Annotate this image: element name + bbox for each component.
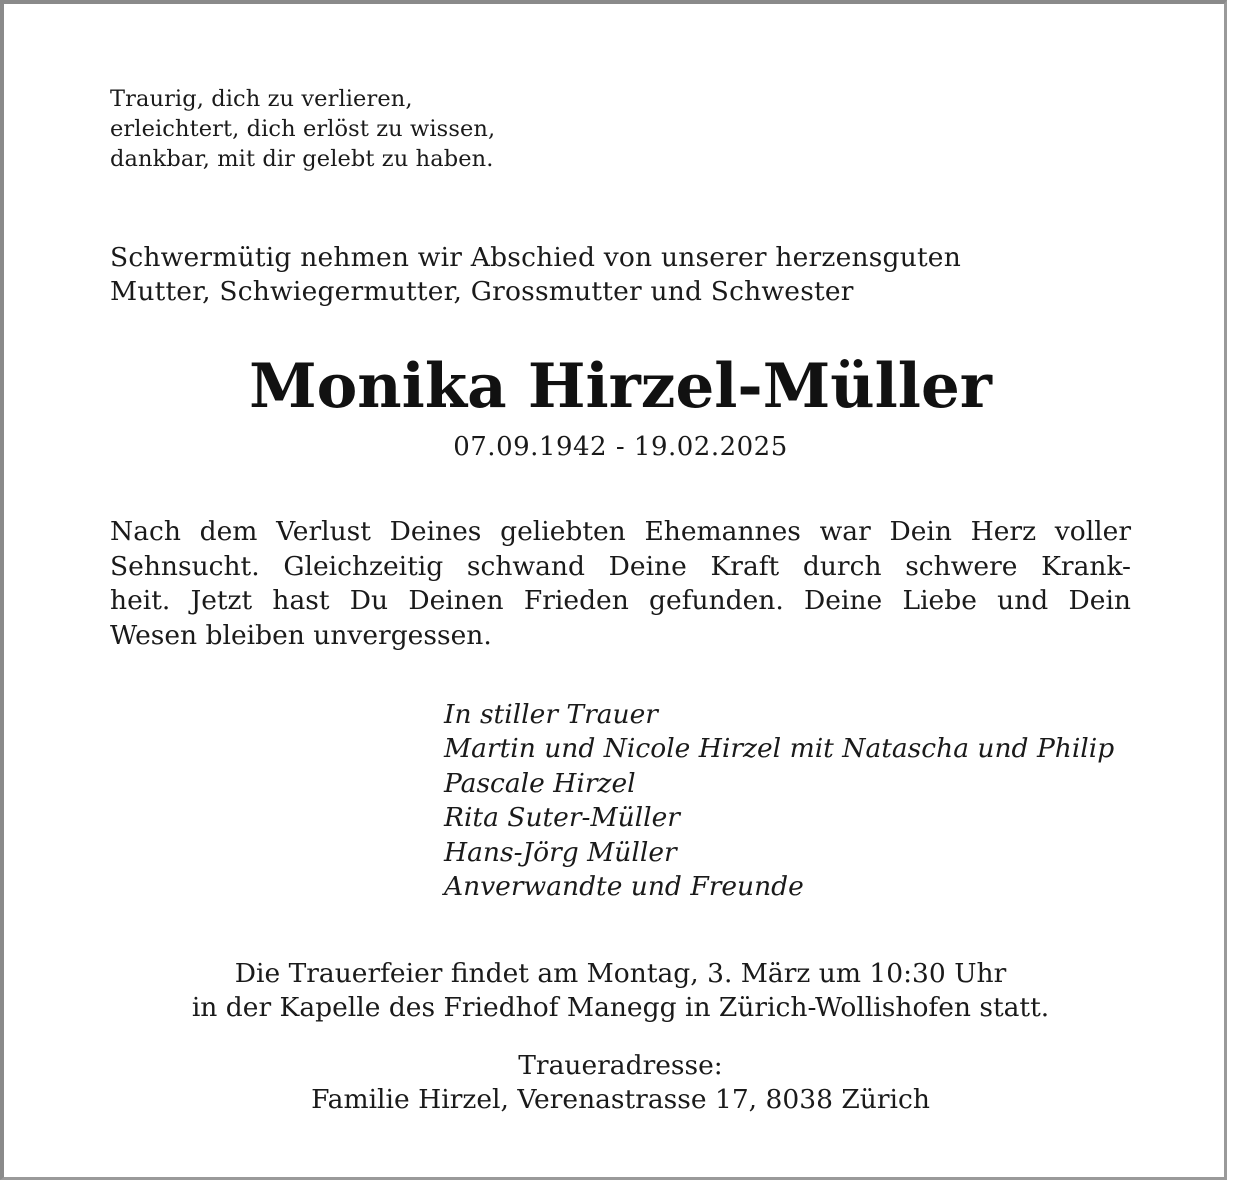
mourner-name: Pascale Hirzel [444, 767, 636, 799]
mourner-name: Martin und Nicole Hirzel mit Natascha und Philip [444, 733, 1115, 765]
motto-line: erleichtert, dich erlöst zu wissen, [110, 116, 496, 142]
address-value: Familie Hirzel, Verenastrasse 17, 8038 Zürich [311, 1084, 930, 1115]
funeral-service-info [4, 957, 1233, 1025]
tribute-line: Wesen bleiben unvergessen. [110, 619, 492, 651]
intro-text [110, 241, 961, 309]
life-dates: 07.09.1942 - 19.02.2025 [453, 432, 788, 462]
deceased-name: Monika Hirzel-Müller [249, 351, 992, 422]
mourners-heading: In stiller Trauer [444, 699, 658, 730]
tribute-line: Nach dem Verlust Deines geliebten Ehemannes war Dein Herz voller [110, 516, 1131, 547]
tribute-line: heit. Jetzt hast Du Deinen Frieden gefunden. Deine Liebe und Dein [110, 585, 1131, 616]
intro-line: Mutter, Schwiegermutter, Grossmutter und Schwester [110, 276, 854, 307]
motto-line: dankbar, mit dir gelebt zu haben. [110, 146, 494, 172]
tribute-line: Sehnsucht. Gleichzeitig schwand Deine Kraft durch schwere Krank- [110, 550, 1131, 582]
mourner-name: Hans-Jörg Müller [444, 836, 677, 868]
tribute-paragraph [110, 515, 1131, 653]
mourner-name: Rita Suter-Müller [444, 802, 680, 834]
address-label: Traueradresse: [518, 1050, 723, 1081]
intro-line: Schwermütig nehmen wir Abschied von unserer herzensguten [110, 242, 961, 273]
mourner-name: Anverwandte und Freunde [444, 871, 804, 903]
motto-verse [110, 84, 495, 174]
motto-line: Traurig, dich zu verlieren, [110, 86, 413, 112]
service-line: Die Trauerfeier findet am Montag, 3. März um 10:30 Uhr [234, 958, 1007, 989]
service-line: in der Kapelle des Friedhof Manegg in Zürich-Wollishofen statt. [191, 992, 1050, 1023]
mourning-address [4, 1049, 1233, 1117]
mourners-list [444, 698, 1114, 904]
